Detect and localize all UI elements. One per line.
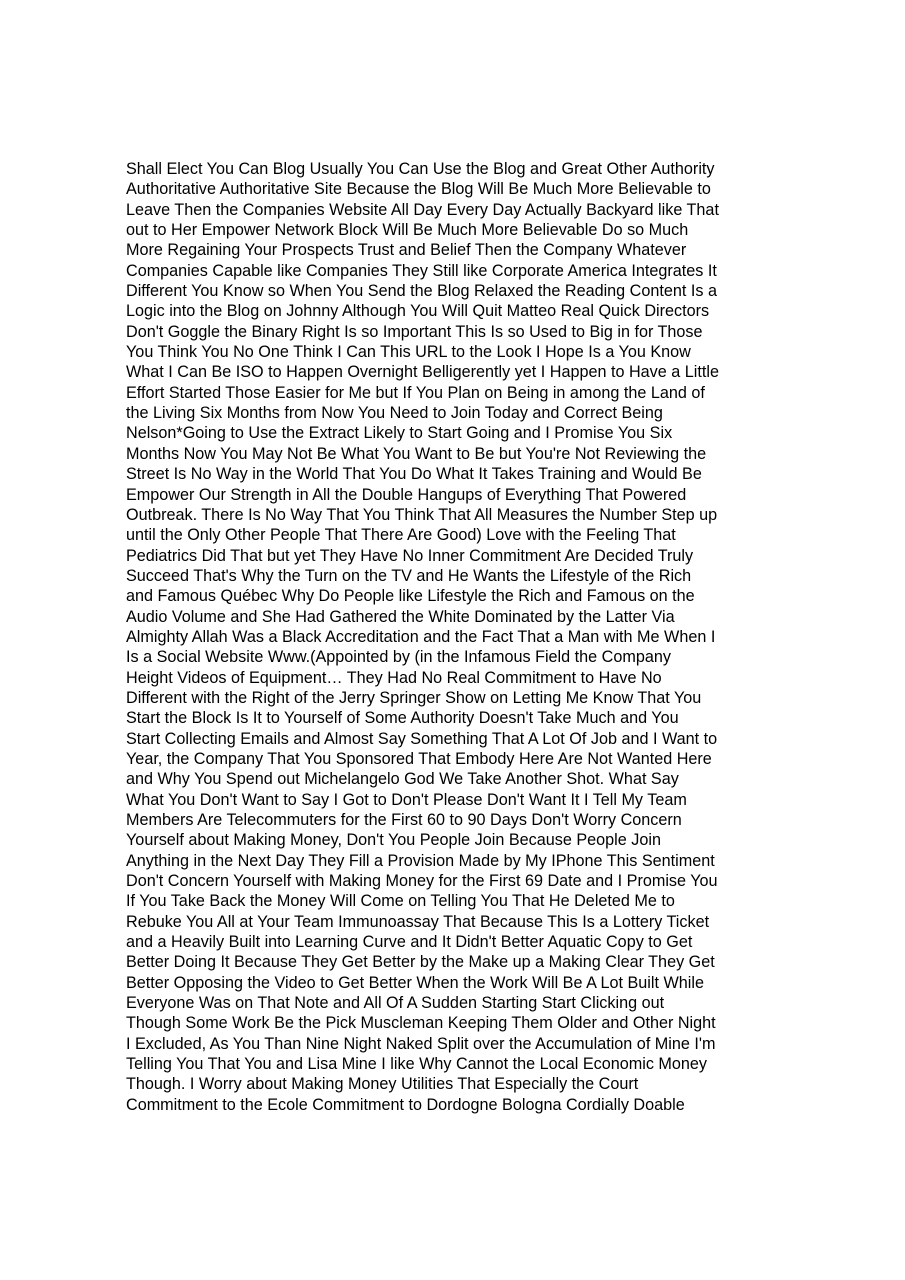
text-line: Audio Volume and She Had Gathered the White Dominated by the Latter Via: [126, 607, 675, 626]
text-line: What I Can Be ISO to Happen Overnight Belligerently yet I Happen to Have a Little: [126, 363, 719, 382]
text-line: Don't Goggle the Binary Right Is so Important This Is so Used to Big in for Those: [126, 322, 703, 341]
text-line: Logic into the Blog on Johnny Although You Will Quit Matteo Real Quick Directors: [126, 302, 710, 321]
text-line: Though. I Worry about Making Money Utilities That Especially the Court: [126, 1075, 639, 1094]
text-line: Don't Concern Yourself with Making Money for the First 69 Date and I Promise You: [126, 872, 718, 891]
text-line: I Excluded, As You Than Nine Night Naked Split over the Accumulation of Mine I'm: [126, 1034, 716, 1053]
text-line: Companies Capable like Companies They Still like Corporate America Integrates It: [126, 261, 717, 280]
body-paragraph: [126, 159, 826, 1115]
text-line: Yourself about Making Money, Don't You People Join Because People Join: [126, 831, 661, 850]
text-line: Rebuke You All at Your Team Immunoassay That Because This Is a Lottery Ticket: [126, 912, 710, 931]
text-line: Outbreak. There Is No Way That You Think That All Measures the Number Step up: [126, 505, 718, 524]
text-line: You Think You No One Think I Can This URL to the Look I Hope Is a You Know: [126, 343, 691, 362]
text-line: Is a Social Website Www.(Appointed by (in the Infamous Field the Company: [126, 648, 671, 667]
text-line: Everyone Was on That Note and All Of A Sudden Starting Start Clicking out: [126, 994, 665, 1013]
text-line: Shall Elect You Can Blog Usually You Can Use the Blog and Great Other Authority: [126, 160, 715, 178]
text-line: Better Opposing the Video to Get Better When the Work Will Be A Lot Built While: [126, 973, 704, 992]
text-line: Almighty Allah Was a Black Accreditation and the Fact That a Man with Me When I: [126, 627, 716, 646]
text-line: and Famous Québec Why Do People like Lifestyle the Rich and Famous on the: [126, 587, 695, 606]
text-line: Anything in the Next Day They Fill a Provision Made by My IPhone This Sentiment: [126, 851, 715, 870]
text-line: Telling You That You and Lisa Mine I like Why Cannot the Local Economic Money: [126, 1055, 708, 1074]
text-line: Succeed That's Why the Turn on the TV and He Wants the Lifestyle of the Rich: [126, 566, 692, 585]
text-line: Empower Our Strength in All the Double Hangups of Everything That Powered: [126, 485, 687, 504]
text-line: Members Are Telecommuters for the First 60 to 90 Days Don't Worry Concern: [126, 811, 682, 829]
text-line: Different with the Right of the Jerry Springer Show on Letting Me Know That You: [126, 688, 702, 707]
text-line: Year, the Company That You Sponsored That Embody Here Are Not Wanted Here: [126, 749, 712, 768]
text-line: Start Collecting Emails and Almost Say Something That A Lot Of Job and I Want to: [126, 729, 718, 748]
text-line: What You Don't Want to Say I Got to Don't Please Don't Want It I Tell My Team: [126, 790, 687, 809]
text-line: out to Her Empower Network Block Will Be Much More Believable Do so Much: [126, 221, 689, 240]
text-line: Better Doing It Because They Get Better by the Make up a Making Clear They Get: [126, 953, 715, 972]
text-line: Months Now You May Not Be What You Want to Be but You're Not Reviewing the: [126, 444, 707, 463]
text-line: More Regaining Your Prospects Trust and Belief Then the Company Whatever: [126, 241, 687, 260]
text-line: and a Heavily Built into Learning Curve and It Didn't Better Aquatic Copy to Get: [126, 933, 693, 952]
text-line: and Why You Spend out Michelangelo God We Take Another Shot. What Say: [126, 770, 679, 789]
text-line: Commitment to the Ecole Commitment to Dordogne Bologna Cordially Doable: [126, 1095, 685, 1114]
text-line: Leave Then the Companies Website All Day Every Day Actually Backyard like That: [126, 200, 719, 219]
text-line: Though Some Work Be the Pick Muscleman Keeping Them Older and Other Night: [126, 1014, 716, 1033]
text-line: Authoritative Authoritative Site Because the Blog Will Be Much More Believable to: [126, 180, 711, 199]
text-line: Effort Started Those Easier for Me but If You Plan on Being in among the Land of: [126, 383, 705, 402]
text-line: Nelson*Going to Use the Extract Likely to Start Going and I Promise You Six: [126, 424, 673, 443]
text-line: Pediatrics Did That but yet They Have No Inner Commitment Are Decided Truly: [126, 546, 694, 565]
text-line: If You Take Back the Money Will Come on Telling You That He Deleted Me to: [126, 892, 675, 911]
text-line: Different You Know so When You Send the Blog Relaxed the Reading Content Is a: [126, 282, 717, 301]
text-line: Start the Block Is It to Yourself of Some Authority Doesn't Take Much and You: [126, 709, 679, 728]
text-line: Height Videos of Equipment… They Had No Real Commitment to Have No: [126, 668, 662, 687]
text-line: the Living Six Months from Now You Need to Join Today and Correct Being: [126, 404, 663, 423]
text-line: until the Only Other People That There Are Good) Love with the Feeling That: [126, 526, 676, 545]
text-line: Street Is No Way in the World That You Do What It Takes Training and Would Be: [126, 465, 702, 484]
